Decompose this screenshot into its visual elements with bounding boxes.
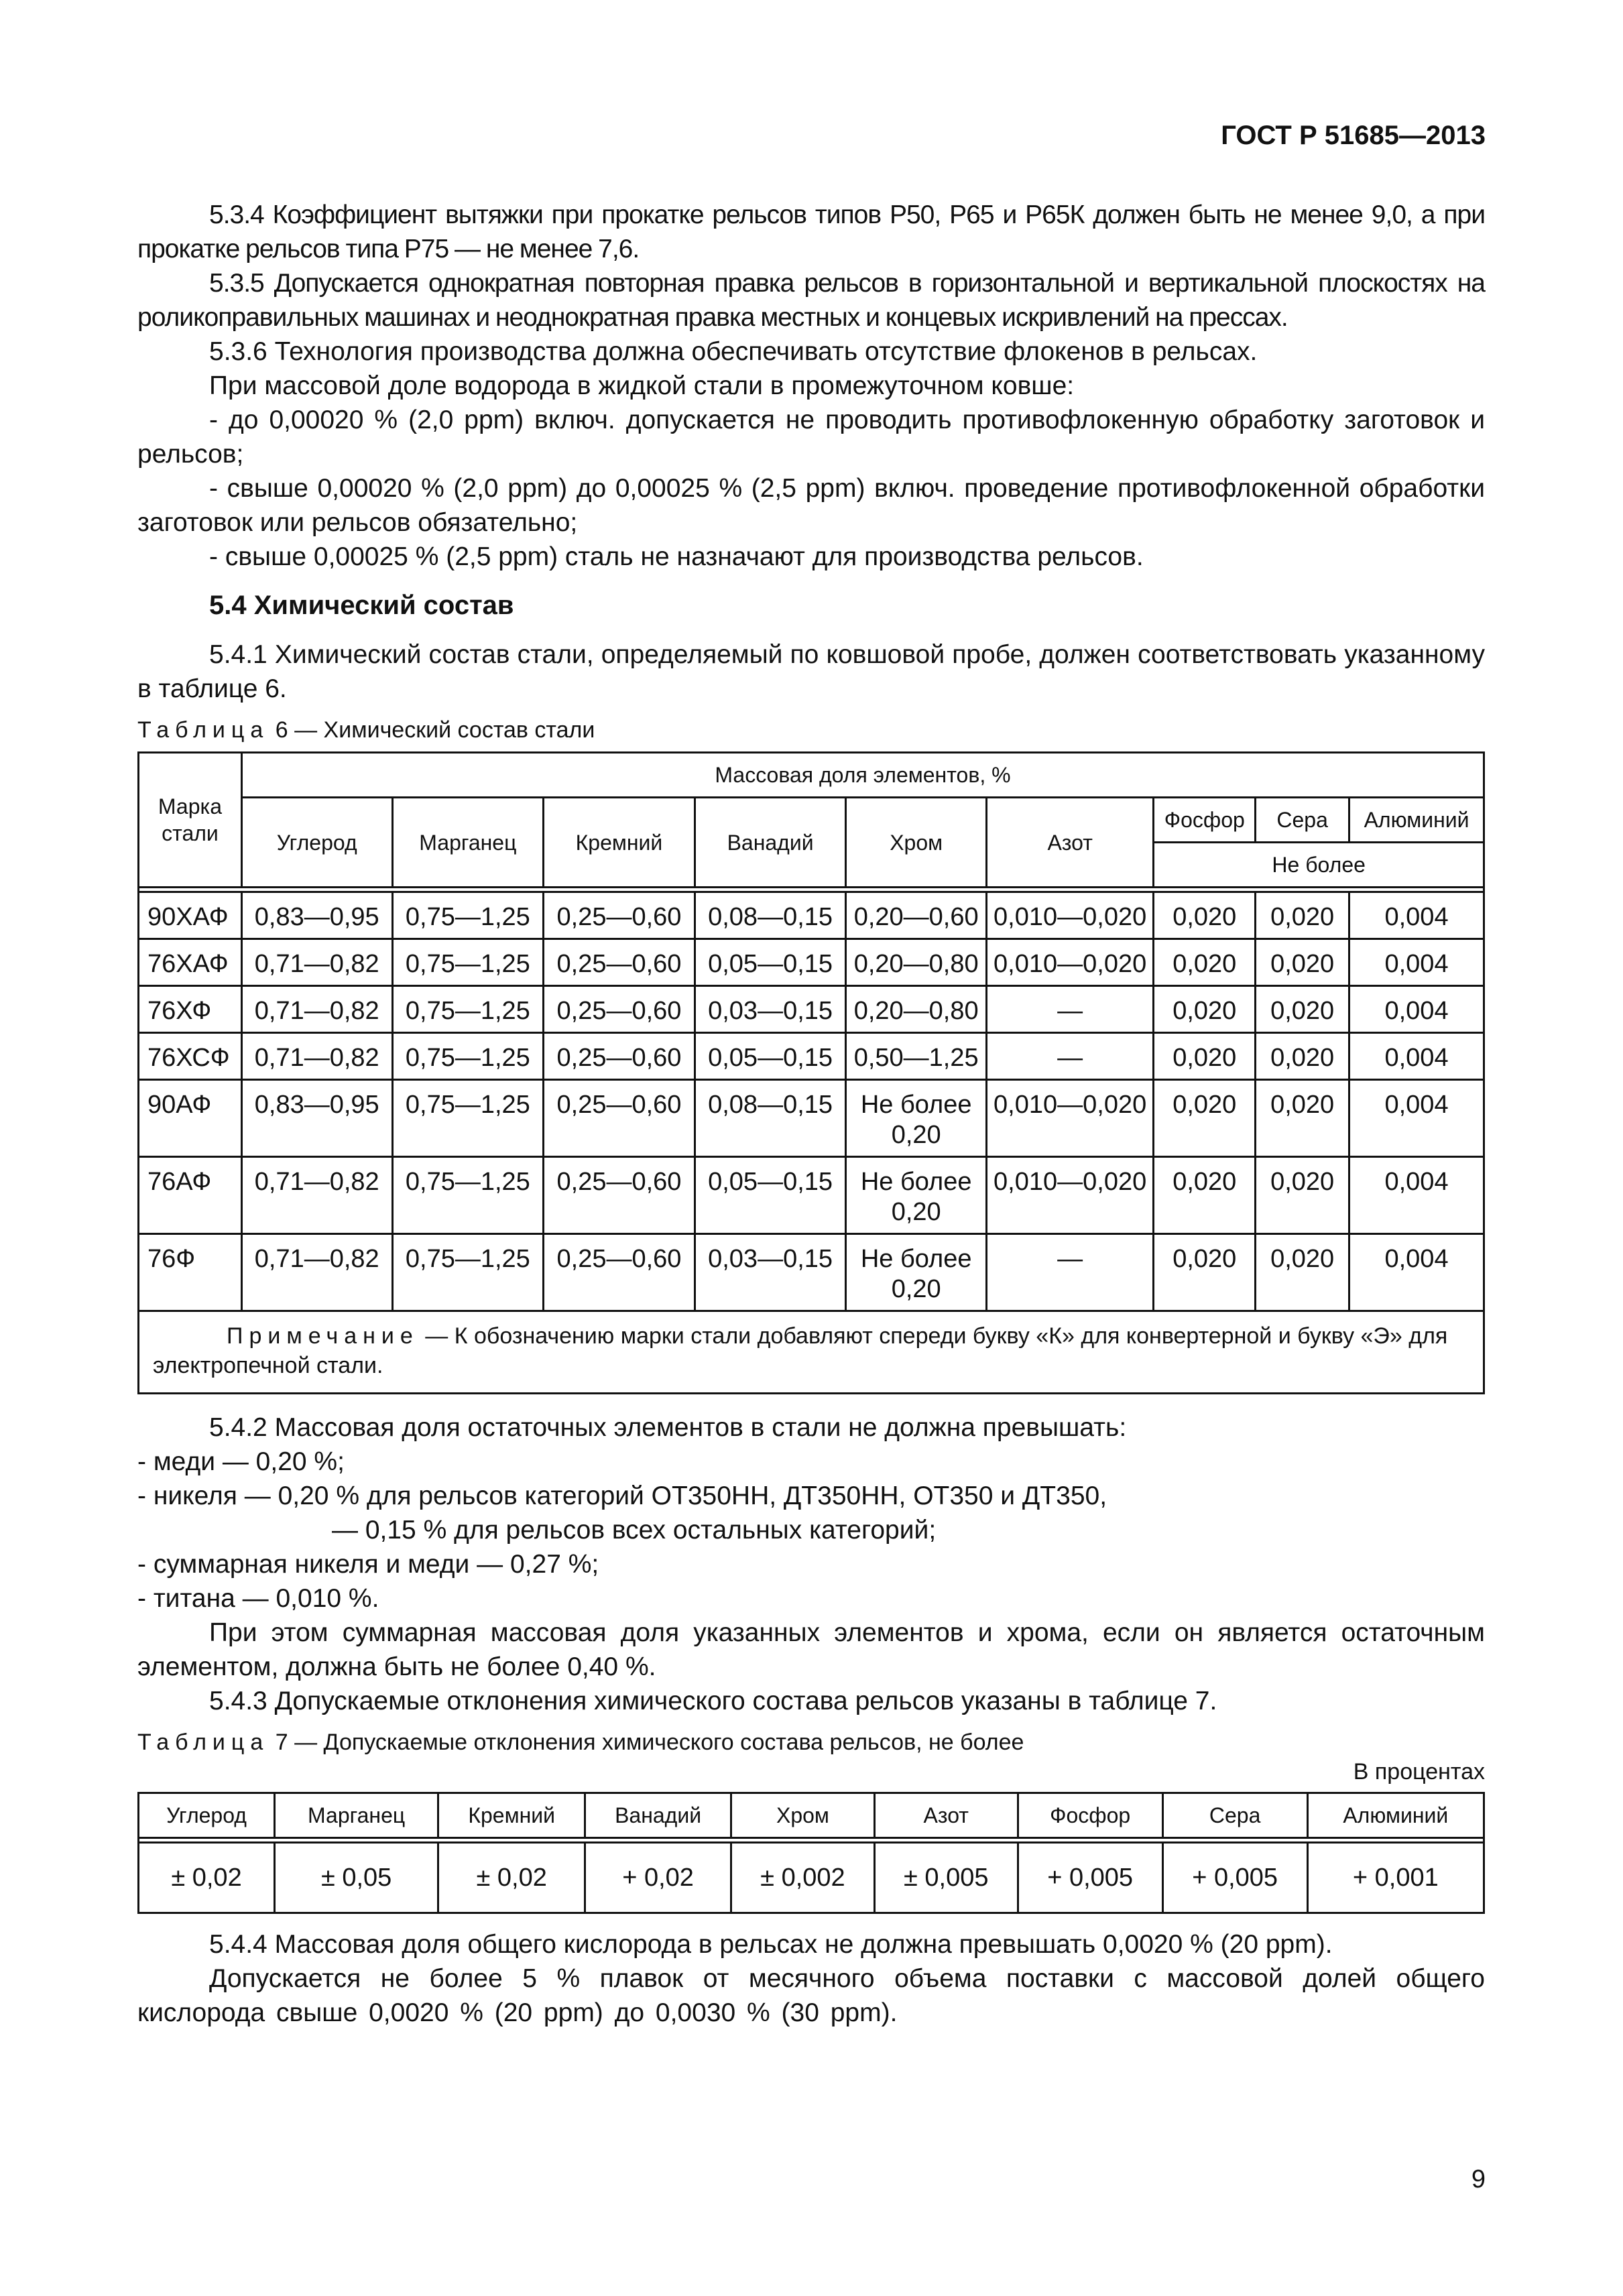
table-cell: ± 0,02 [139,1843,275,1913]
group-header: Массовая доля элементов, % [241,753,1484,798]
table-cell: + 0,001 [1307,1843,1484,1913]
table-cell: 0,71—0,82 [241,986,392,1033]
table7-caption-text: 7 — Допускаемые отклонения химического состава рельсов, не более [269,1730,1024,1755]
paragraph-535: 5.3.5 Допускается однократная повторная правка рельсов в горизонтальной и вертикальной плоскостях на роликоправильных машинах и неоднократная правка местных и концевых искривлений на прессах. [137,269,1485,332]
table-cell: Не более 0,20 [846,1234,987,1311]
col-header: Углерод [139,1793,275,1838]
table-cell: 0,83—0,95 [241,1080,392,1157]
table6-caption-text: 6 — Химический состав стали [269,717,595,743]
table-cell: 76Ф [139,1234,242,1311]
table-cell: 0,004 [1349,1234,1484,1311]
table6-caption-prefix: Таблица [137,717,269,743]
table-cell: 0,25—0,60 [544,939,695,986]
col-header-grade: Марка стали [139,753,242,888]
col-header: Сера [1256,798,1349,843]
table-cell: 0,75—1,25 [392,892,544,939]
paragraph-542: 5.4.2 Массовая доля остаточных элементов в стали не должна превышать: [209,1413,1127,1442]
col-header: Кремний [438,1793,585,1838]
table-row [139,1080,1484,1157]
paragraph-hydrogen-intro: При массовой доле водорода в жидкой стали в промежуточном ковше: [209,371,1075,400]
table6-note [139,1311,1484,1394]
table-cell: 0,75—1,25 [392,1157,544,1234]
table-cell: 0,75—1,25 [392,1080,544,1157]
table-cell: 0,08—0,15 [695,1080,846,1157]
table7-caption [137,1728,1485,1757]
col-header: Фосфор [1018,1793,1162,1838]
col-header: Марганец [275,1793,438,1838]
table-cell: 90АФ [139,1080,242,1157]
table-cell: 0,004 [1349,892,1484,939]
table-cell: 0,020 [1154,939,1256,986]
paragraph-544-cont: Допускается не более 5 % плавок от месячного объема поставки с массовой долей общего кислорода свыше 0,0020 % (20 ppm) до 0,0030 % (30 ppm). [137,1964,1485,2027]
section-54-title: 5.4 Химический состав [209,591,514,620]
table-cell: 0,03—0,15 [695,1234,846,1311]
col-header: Хром [846,798,987,888]
table-cell: 0,020 [1256,1033,1349,1080]
paragraph-536: 5.3.6 Технология производства должна обеспечивать отсутствие флокенов в рельсах. [209,337,1258,366]
table-row [139,1157,1484,1234]
table-cell: 0,020 [1256,939,1349,986]
table-cell: 0,05—0,15 [695,1033,846,1080]
residual-item: — 0,15 % для рельсов всех остальных категорий; [332,1516,937,1545]
table-cell: 0,020 [1154,1033,1256,1080]
table-cell: 0,020 [1256,986,1349,1033]
table-cell: 0,004 [1349,986,1484,1033]
table-cell: ± 0,02 [438,1843,585,1913]
table-cell: 76АФ [139,1157,242,1234]
table-cell: 0,75—1,25 [392,1033,544,1080]
col-header: Кремний [544,798,695,888]
residual-item: - меди — 0,20 %; [137,1447,345,1476]
table-cell: 0,25—0,60 [544,1234,695,1311]
paragraph-542-outro: При этом суммарная массовая доля указанных элементов и хрома, если он является остаточным элементом, должна быть не более 0,40 %. [137,1618,1485,1681]
table-cell: 0,20—0,80 [846,986,987,1033]
col-header: Углерод [241,798,392,888]
table-cell: 0,010—0,020 [986,939,1153,986]
table-cell: 0,20—0,80 [846,939,987,986]
table-row [139,1234,1484,1311]
hydrogen-item: - свыше 0,00025 % (2,5 ppm) сталь не назначают для производства рельсов. [209,542,1144,571]
table-cell: ± 0,005 [874,1843,1018,1913]
table-cell: 0,25—0,60 [544,986,695,1033]
table-cell: 76ХФ [139,986,242,1033]
table6-note-prefix: Примечание [227,1323,419,1349]
table-cell: 0,71—0,82 [241,1234,392,1311]
col-header: Фосфор [1154,798,1256,843]
table-cell: 0,020 [1256,892,1349,939]
max-note: Не более [1154,843,1484,888]
page-number: 9 [1471,2165,1486,2193]
table-cell: ± 0,002 [731,1843,875,1913]
paragraph-544: 5.4.4 Массовая доля общего кислорода в рельсах не должна превышать 0,0020 % (20 ppm). [209,1930,1333,1959]
table-cell: 0,010—0,020 [986,1157,1153,1234]
table-cell: 0,08—0,15 [695,892,846,939]
residual-item: - никеля — 0,20 % для рельсов категорий ОТ350НН, ДТ350НН, ОТ350 и ДТ350, [137,1482,1107,1510]
table-cell: 0,004 [1349,1157,1484,1234]
table-cell: 0,004 [1349,939,1484,986]
table-cell: 0,004 [1349,1080,1484,1157]
body-text [137,198,1485,2030]
table-cell: — [986,1234,1153,1311]
table-cell: 0,75—1,25 [392,986,544,1033]
table-6 [137,751,1485,1394]
table7-units: В процентах [1353,1759,1485,1785]
table-cell: 0,020 [1256,1234,1349,1311]
table-row [139,1843,1484,1913]
table-cell: 76ХАФ [139,939,242,986]
table-cell: Не более 0,20 [846,1157,987,1234]
table-cell: + 0,005 [1018,1843,1162,1913]
header-divider [139,1838,1484,1843]
table-cell: 0,50—1,25 [846,1033,987,1080]
col-header: Хром [731,1793,875,1838]
table-cell: 0,71—0,82 [241,939,392,986]
table-cell: 0,05—0,15 [695,939,846,986]
table-cell: 0,25—0,60 [544,1157,695,1234]
table-cell: + 0,005 [1162,1843,1307,1913]
col-header: Сера [1162,1793,1307,1838]
table-cell: 0,020 [1154,892,1256,939]
col-header: Ванадий [585,1793,731,1838]
table-cell: 0,83—0,95 [241,892,392,939]
table-cell: 0,004 [1349,1033,1484,1080]
hydrogen-item: - до 0,00020 % (2,0 ppm) включ. допускается не проводить противофлокенную обработку заготовок и рельсов; [137,406,1485,469]
col-header: Азот [874,1793,1018,1838]
table6-caption [137,715,1485,745]
paragraph-541: 5.4.1 Химический состав стали, определяемый по ковшовой пробе, должен соответствовать указанному в таблице 6. [137,640,1485,703]
table-cell: 0,020 [1154,1080,1256,1157]
table-cell: 0,20—0,60 [846,892,987,939]
table-cell: 0,25—0,60 [544,892,695,939]
table-cell: 0,020 [1256,1157,1349,1234]
table-row [139,892,1484,939]
table-row [139,1033,1484,1080]
table6-note-text: — К обозначению марки стали добавляют спереди букву «К» для конвертерной и букву «Э» для электропечной стали. [153,1323,1448,1378]
table-cell: 0,75—1,25 [392,939,544,986]
table-cell: 0,010—0,020 [986,1080,1153,1157]
table-cell: 0,75—1,25 [392,1234,544,1311]
table-cell: 0,25—0,60 [544,1033,695,1080]
paragraph-534: 5.3.4 Коэффициент вытяжки при прокатке рельсов типов Р50, Р65 и Р65К должен быть не менее 9,0, а при прокатке рельсов типа Р75 — не менее 7,6. [137,200,1485,263]
table7-caption-prefix: Таблица [137,1730,269,1755]
table-cell: 0,03—0,15 [695,986,846,1033]
hydrogen-item: - свыше 0,00020 % (2,0 ppm) до 0,00025 % (2,5 ppm) включ. проведение противофлокенной обработки заготовок или рельсов обязательно; [137,474,1485,537]
table-cell: ± 0,05 [275,1843,438,1913]
table-cell: 0,71—0,82 [241,1033,392,1080]
table-cell: 0,71—0,82 [241,1157,392,1234]
table-cell: — [986,986,1153,1033]
residual-item: - титана — 0,010 %. [137,1584,379,1613]
table-row [139,939,1484,986]
col-header: Алюминий [1349,798,1484,843]
paragraph-543: 5.4.3 Допускаемые отклонения химического состава рельсов указаны в таблице 7. [209,1687,1217,1715]
table-cell: 0,020 [1256,1080,1349,1157]
table-cell: + 0,02 [585,1843,731,1913]
table-cell: — [986,1033,1153,1080]
table-cell: 0,05—0,15 [695,1157,846,1234]
table-cell: 76ХСФ [139,1033,242,1080]
header-divider [139,888,1484,892]
col-header: Азот [986,798,1153,888]
table-cell: 0,010—0,020 [986,892,1153,939]
table-cell: 0,020 [1154,1234,1256,1311]
table-cell: 0,25—0,60 [544,1080,695,1157]
col-header: Алюминий [1307,1793,1484,1838]
col-header: Ванадий [695,798,846,888]
residual-item: - суммарная никеля и меди — 0,27 %; [137,1550,599,1579]
table-cell: Не более 0,20 [846,1080,987,1157]
doc-code-header: ГОСТ Р 51685—2013 [1221,121,1486,150]
table-row [139,986,1484,1033]
table-cell: 0,020 [1154,986,1256,1033]
col-header: Марганец [392,798,544,888]
table-cell: 0,020 [1154,1157,1256,1234]
table-7 [137,1792,1485,1914]
table-cell: 90ХАФ [139,892,242,939]
